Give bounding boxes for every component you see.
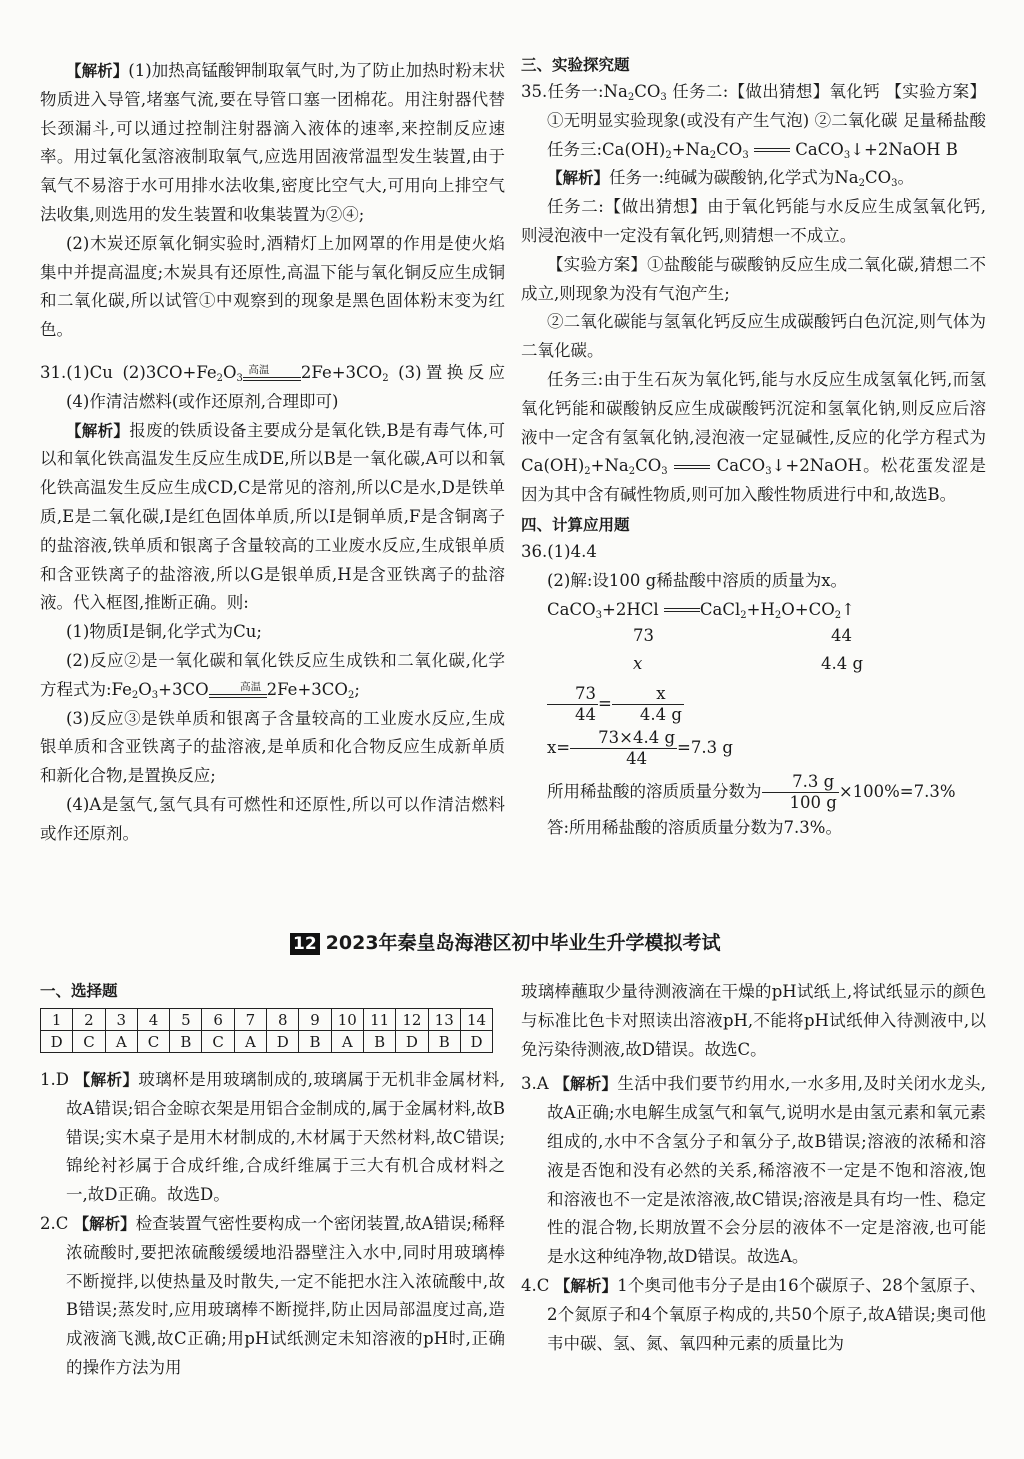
- table-question-number: 11: [363, 1009, 395, 1031]
- table-question-number: 13: [428, 1009, 460, 1031]
- answer-31: 31.(1)Cu $(2)3CO+Fe_2O_3$ 高温 $2Fe+3CO_2$ (3)置换反应 (4)作清洁燃料(或作还原剂,合理即可): [40, 362, 505, 411]
- analysis-31-2: (1)物质I是铜,化学式为Cu;: [66, 622, 262, 642]
- answer-36-1: 36.(1)4.4: [521, 541, 597, 561]
- answer-2-cont: 玻璃棒蘸取少量待测液滴在干燥的pH试纸上,将试纸显示的颜色与标准比色卡对照读出溶液pH,不能将pH试纸伸入待测液中,以免污染待测液,故D错误。故选C。: [521, 982, 986, 1059]
- table-answer: B: [363, 1031, 395, 1053]
- table-answer: A: [331, 1031, 363, 1053]
- analysis-30-1: 【解析】(1)加热高锰酸钾制取氧气时,为了防止加热时粉末状物质进入导管,堵塞气流,要在导管口塞一团棉花。用注射器代替长颈漏斗,可以通过控制注射器滴入液体的速率,来控制反应速率。用过氧化氢溶液制取氧气,应选用固液常温型发生装置,由于氧气不易溶于水可用排水法收集,密度比空气大,可用向上排空气法收集,则选用的发生装置和收集装置为②④;: [40, 61, 505, 224]
- mass-ratios: 73 44 x 4.4 g: [633, 626, 864, 674]
- table-question-number: 12: [396, 1009, 428, 1031]
- table-answer: A: [234, 1031, 266, 1053]
- answer-table: [40, 1008, 493, 1053]
- analysis-31-1: 【解析】报废的铁质设备主要成分是氧化铁,B是有毒气体,可以和氧化铁高温发生反应生成DE,所以B是一氧化碳,A可以和氧化铁高温发生反应生成CD,C是常见的溶剂,所以C是水,D是铁单质,E是二氧化碳,I是红色固体单质,所以I是铜单质,F是含铜离子的盐溶液,铁单质和银离子含量较高的工业废水反应,生成银单质和含亚铁离子的盐溶液,所以G是银单质,H是含亚铁离子的盐溶液。代入框图,推断正确。则:: [40, 420, 505, 613]
- table-question-number: 1: [41, 1009, 73, 1031]
- section-1-heading: 一、选择题: [40, 982, 118, 1000]
- section-1-heading-wrap: [40, 978, 505, 1004]
- analysis-35-5: 任务三:由于生石灰为氧化钙,能与水反应生成氢氧化钙,而氢氧化钙能和碳酸钠反应生成碳酸钙沉淀和氢氧化钠,则反应后溶液中一定含有氢氧化钠,浸泡液一定显碱性,反应的化学方程式为$Ca(OH)_2+Na_2CO_3$ CaCO$_3$↓+2NaOH。松花蛋发涩是因为其中含有碱性物质,则可加入酸性物质进行中和,故选B。: [521, 369, 986, 505]
- analysis-35-1: 【解析】任务一:纯碱为碳酸钠,化学式为$Na_2CO_3$。: [547, 168, 915, 190]
- table-question-number: 2: [73, 1009, 105, 1031]
- table-question-number: 10: [331, 1009, 363, 1031]
- answer-1: 1.D 【解析】玻璃杯是用玻璃制成的,玻璃属于无机非金属材料,故A错误;铝合金晾衣架是用铝合金制成的,属于金属材料,故B错误;实木桌子是用木材制成的,木材属于天然材料,故C错误;锦纶衬衫属于合成纤维,合成纤维属于三大有机合成材料之一,故D正确。故选D。: [40, 1070, 505, 1205]
- bottom-right-column: [521, 978, 986, 1358]
- table-question-number: 6: [202, 1009, 234, 1031]
- answer-36-final: 答:所用稀盐酸的溶质质量分数为7.3%。: [547, 818, 842, 838]
- bottom-left-column: [40, 1066, 505, 1383]
- answer-3: 3.A 【解析】生活中我们要节约用水,一水多用,及时关闭水龙头,故A正确;水电解生成氢气和氧气,说明水是由氢元素和氧元素组成的,水中不含氢分子和氧分子,故B错误;溶液的浓稀和溶液是否饱和没有必然的关系,稀溶液不一定是不饱和溶液,饱和溶液也不一定是浓溶液,故C错误;溶液是具有均一性、稳定性的混合物,长期放置不会分层的液体不一定是溶液,也可能是水这种纯净物,故D错误。故选A。: [521, 1074, 986, 1267]
- high-temp-arrow: 高温: [209, 682, 267, 698]
- left-column-top: [40, 57, 505, 849]
- answer-35: 35.任务一$:Na_2CO_3$ 任务二:【做出猜想】氧化钙 【实验方案】①无明显实验现象(或没有产生气泡) ②二氧化碳 足量稀盐酸 任务三$:Ca(OH)_2+Na_2CO_3$ CaCO$_3$↓+2NaOH B: [521, 82, 986, 161]
- equals-sign: [674, 465, 710, 469]
- table-answer: B: [299, 1031, 331, 1053]
- analysis-35-3: 【实验方案】①盐酸能与碳酸钠反应生成二氧化碳,猜想二不成立,则现象为没有气泡产生;: [521, 254, 986, 303]
- table-answer: C: [202, 1031, 234, 1053]
- table-answer: C: [137, 1031, 169, 1053]
- jiexi-label: 【解析】: [547, 169, 610, 188]
- analysis-30-2: (2)木炭还原氧化铜实验时,酒精灯上加网罩的作用是使火焰集中并提高温度;木炭具有还原性,高温下能与氧化铜反应生成铜和二氧化碳,所以试管①中观察到的现象是黑色固体粉末变为红色。: [40, 233, 505, 340]
- table-question-number: 4: [137, 1009, 169, 1031]
- exam-number: 12: [290, 933, 320, 955]
- high-temp-arrow: 高温: [243, 365, 301, 381]
- analysis-31-3: (2)反应②是一氧化碳和氧化铁反应生成铁和二氧化碳,化学方程式为$:Fe_2O_3+3CO$ 高温 $2Fe+3CO_2$;: [40, 650, 505, 701]
- analysis-31-5: (4)A是氢气,氢气具有可燃性和还原性,所以可以作清洁燃料或作还原剂。: [40, 794, 505, 843]
- exam-title: 12 2023年秦皇岛海港区初中毕业生升学模拟考试: [290, 928, 721, 955]
- analysis-31-4: (3)反应③是铁单质和银离子含量较高的工业废水反应,生成银单质和含亚铁离子的盐溶液,是单质和化合物反应生成新单质和新化合物,是置换反应;: [40, 708, 505, 786]
- answer-2: 2.C 【解析】检查装置气密性要构成一个密闭装置,故A错误;稀释浓硫酸时,要把浓硫酸缓缓地沿器壁注入水中,同时用玻璃棒不断搅拌,以使热量及时散失,一定不能把水注入浓硫酸中,故B错误;蒸发时,应用玻璃棒不断搅拌,防止因局部温度过高,造成液滴飞溅,故C正确;用pH试纸测定未知溶液的pH时,正确的操作方法为用: [40, 1213, 505, 1377]
- section-3-heading: 三、实验探究题: [521, 56, 630, 74]
- table-answer: B: [170, 1031, 202, 1053]
- equation-36: CaCO$_3$+2HCl $CaCl_2+H_2O+CO_2↑$: [547, 599, 855, 621]
- answer-36-2: (2)解:设100 g稀盐酸中溶质的质量为x。: [547, 570, 848, 590]
- answer-table-answer-row: [41, 1031, 493, 1053]
- table-question-number: 14: [460, 1009, 492, 1031]
- table-answer: C: [73, 1031, 105, 1053]
- analysis-35-2: 任务二:【做出猜想】由于氧化钙能与水反应生成氢氧化钙,则浸泡液中一定没有氧化钙,则猜想一不成立。: [521, 197, 986, 245]
- table-question-number: 5: [170, 1009, 202, 1031]
- table-answer: D: [41, 1031, 73, 1053]
- equals-sign: [754, 148, 790, 152]
- table-question-number: 3: [105, 1009, 137, 1031]
- answer-4: 4.C 【解析】1个奥司他韦分子是由16个碳原子、28个氢原子、2个氮原子和4个氧原子构成的,共50个原子,故A错误;奥司他韦中碳、氢、氮、氧四种元素的质量比为: [521, 1275, 986, 1353]
- jiexi-label: 【解析】: [554, 1075, 618, 1094]
- mass-fraction: 所用稀盐酸的溶质质量分数为 $\frac{7.3 g}{100 g}$ ×100%=7.3%: [547, 772, 956, 813]
- jiexi-label: 【解析】: [66, 421, 130, 440]
- table-answer: D: [460, 1031, 492, 1053]
- analysis-35-4: ②二氧化碳能与氢氧化钙反应生成碳酸钙白色沉淀,则气体为二氧化碳。: [521, 312, 986, 361]
- table-question-number: 9: [299, 1009, 331, 1031]
- table-question-number: 7: [234, 1009, 266, 1031]
- table-answer: D: [267, 1031, 299, 1053]
- jiexi-label: 【解析】: [66, 62, 129, 80]
- table-question-number: 8: [267, 1009, 299, 1031]
- jiexi-label: 【解析】: [74, 1071, 139, 1089]
- solve-x: x= $\frac{73\times 4.4 g}{44}$ =7.3 g: [547, 728, 733, 769]
- table-answer: D: [396, 1031, 428, 1053]
- jiexi-label: 【解析】: [73, 1214, 136, 1233]
- table-answer: B: [428, 1031, 460, 1053]
- right-column-top: [521, 52, 986, 843]
- answer-table-head-row: [41, 1009, 493, 1031]
- jiexi-label: 【解析】: [554, 1276, 618, 1295]
- table-answer: A: [105, 1031, 137, 1053]
- proportion: $\frac{73}{44}$ = $\frac{x}{4.4 g}$: [521, 682, 986, 726]
- section-4-heading: 四、计算应用题: [521, 515, 630, 534]
- equals-sign: [664, 608, 700, 612]
